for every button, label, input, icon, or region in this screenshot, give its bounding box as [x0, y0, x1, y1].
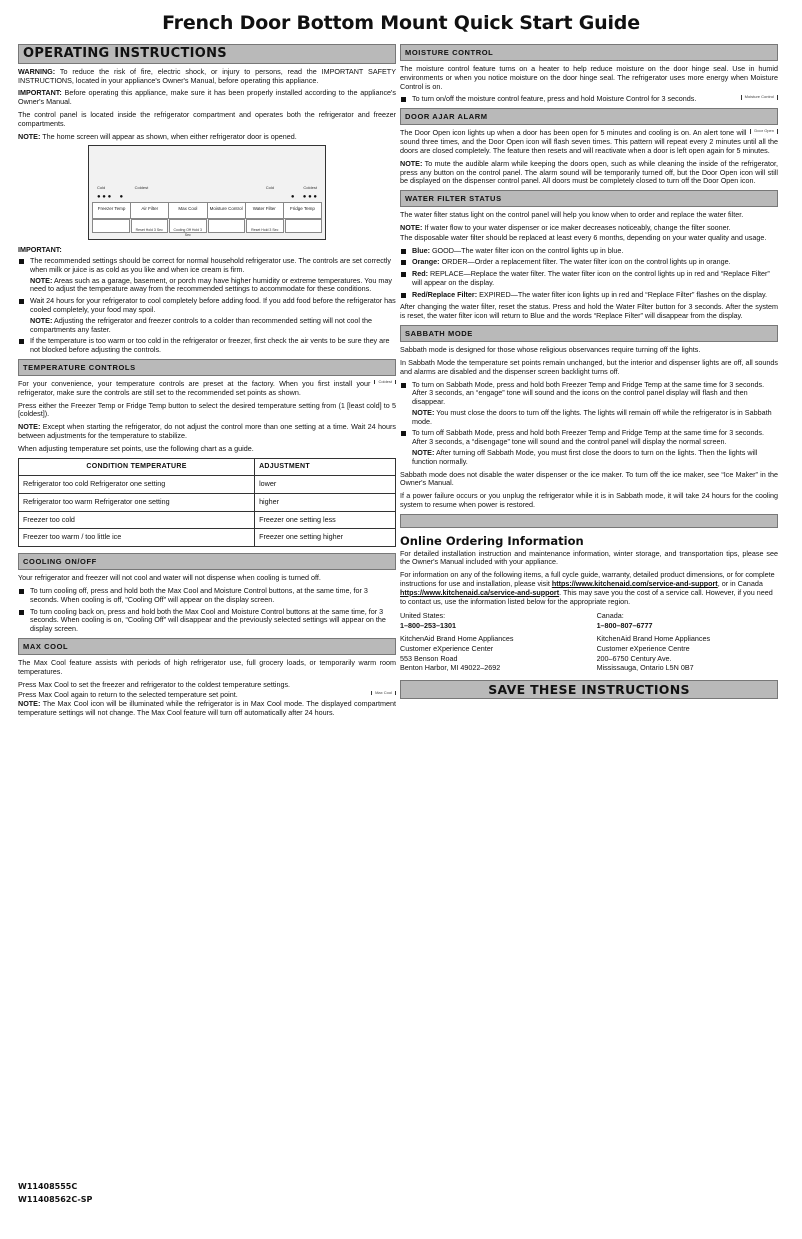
contact-addresses — [400, 612, 778, 674]
water-filter-status-heading: WATER FILTER STATUS — [400, 190, 778, 207]
list-item: The recommended settings should be correct for normal household refrigerator use. The controls are set correctly when milk or juice is as cold as you like and when ice cream is firm. NOTE: Areas such as a garage, basement, or porch may have higher humidity or extreme temperatures. You may need to adjust the temperature away from the recommended settings to accommodate for these conditions. — [18, 257, 396, 294]
important-section — [18, 246, 396, 355]
list-item: To turn cooling back on, press and hold both the Max Cool and Moisture Control buttons at the same time, for 3 seconds. When cooling is on, “Cooling Off” will disappear and the previously selected settings will appear on the display screen. — [18, 608, 396, 634]
water-filter-button[interactable]: Water Filter — [246, 203, 284, 218]
water-filter-reset: After changing the water filter, reset the status. Press and hold the Water Filter button for 3 seconds. After the system is reset, the water filter icon will return to Blue and the words “Replace Filter” will disappear from the display. — [400, 302, 778, 321]
panel-button-row — [92, 202, 322, 219]
blank-divider-bar — [400, 514, 778, 528]
water-filter-status-list — [400, 247, 778, 300]
list-item: If the temperature is too warm or too cold in the refrigerator or freezer, first check the air vents to be sure they are not blocked before adjusting the controls. — [18, 337, 396, 355]
reset-air-filter-label: Reset Hold 3 Sec — [131, 219, 169, 233]
temperature-adjustment-table — [18, 458, 396, 548]
important-list — [18, 257, 396, 355]
table-row: Freezer too cold Freezer one setting less — [19, 511, 396, 529]
online-ordering-title: Online Ordering Information — [400, 533, 584, 548]
canada-phone: 1–800–807–6777 — [596, 621, 653, 631]
temperature-intro: Coldest For your convenience, your temperature controls are preset at the factory. When you first install your refrigerator, make sure the controls are still set to the recommended set points as shown. — [18, 380, 396, 398]
water-filter-intro: The water filter status light on the control panel will help you know when to order and replace the water filter. — [400, 210, 744, 220]
list-item: Orange: ORDER—Order a replacement filter. The water filter icon on the control lights up in orange. — [400, 258, 778, 267]
max-cool-heading: MAX COOL — [18, 638, 396, 655]
list-item: Blue: GOOD—The water filter icon on the control lights up in blue. — [400, 247, 778, 256]
door-open-icon: Door Open — [750, 129, 778, 133]
max-cool-note: NOTE: The Max Cool icon will be illuminated while the refrigerator is in Max Cool mode. The displayed compartment temperature settings will not change. The Max Cool feature will turn off automatically after 24 hours. — [18, 699, 397, 718]
left-column — [18, 44, 396, 722]
list-item: Red: REPLACE—Replace the water filter. The water filter icon on the control lights up in red and “Replace Filter” will appear on the display. — [400, 270, 778, 288]
table-row: Refrigerator too warm Refrigerator one setting higher — [19, 493, 396, 511]
sabbath-intro: Sabbath mode is designed for those whose religious observances require turning off the lights. — [400, 345, 701, 355]
max-cool-button[interactable]: Max Cool — [169, 203, 207, 218]
table-header: CONDITION TEMPERATURE ADJUSTMENT — [19, 458, 396, 476]
important-paragraph: IMPORTANT: Before operating this appliance, make sure it has been properly installed according to the appliance's Owner's Manual. — [18, 88, 397, 107]
table-row: Refrigerator too cold Refrigerator one setting lower — [19, 476, 396, 494]
moisture-control-heading: MOISTURE CONTROL — [400, 44, 778, 61]
sabbath-mode-heading: SABBATH MODE — [400, 325, 778, 342]
list-item: To turn cooling off, press and hold both the Max Cool and Moisture Control buttons, at the same time, for 3 seconds. When cooling is off, “Cooling Off” will appear on the display screen. — [18, 587, 396, 605]
list-item: To turn off Sabbath Mode, press and hold both Freezer Temp and Fridge Temp at the same time for 3 seconds. After 3 seconds, a “disengage” tone will sound and the control panel will display the normal screen. NOTE: After turning off Sabbath Mode, you must first close the doors to turn on the lights. Then the lights will function normally. — [400, 429, 778, 466]
door-ajar-note: NOTE: To mute the audible alarm while keeping the doors open, such as while cleaning the inside of the refrigerator, press any button on the control panel. The alarm sound will be temporarily turned off, but the Door Open icon will still be displayed on the dispenser control panel. All doors must be completely closed to turn off the Door Open icon. — [400, 158, 778, 186]
panel-temp-labels: Cold Coldest Cold Coldest — [97, 185, 317, 191]
water-filter-replace-interval: The disposable water filter should be replaced at least every 6 months, depending on your water quality and usage. — [400, 232, 767, 242]
max-cool-intro: The Max Cool feature assists with periods of high refrigerator use, full grocery loads, or temporarily warm room temperatures. — [18, 658, 396, 676]
document-code: W11408555C — [18, 1182, 78, 1191]
temperature-controls-heading: TEMPERATURE CONTROLS — [18, 359, 396, 376]
online-intro: For detailed installation instruction and maintenance information, winter storage, and transportation tips, please see the Owner's Manual included with your appliance. — [400, 548, 778, 567]
cooling-intro: Your refrigerator and freezer will not cool and water will not dispense when cooling is turned off. — [18, 573, 321, 583]
control-panel-paragraph: The control panel is located inside the refrigerator compartment and operates both the refrigerator and freezer compartments. — [18, 109, 396, 128]
temperature-select: Press either the Freezer Temp or Fridge Temp button to select the desired temperature setting from (1 [least cold] to 5 [coldest]). — [18, 400, 396, 419]
panel-bottom-row — [92, 219, 322, 237]
cooling-off-label: Cooling Off Hold 3 Sec — [169, 219, 207, 233]
air-filter-button[interactable]: Air Filter — [131, 203, 169, 218]
document-codes — [18, 1181, 92, 1207]
max-cool-icon: Max Cool — [371, 691, 396, 695]
page-title: French Door Bottom Mount Quick Start Guide — [162, 12, 640, 34]
panel-setpoint-dots: ● ● ● ● ● ● ● ● — [97, 194, 317, 201]
fridge-temp-button[interactable]: Fridge Temp — [289, 206, 315, 212]
us-contact: United States: 1–800–253–1301 KitchenAid Brand Home Appliances Customer eXperience Center 553 Benson Road Benton Harbor, MI 49022–2692 — [400, 612, 581, 674]
sabbath-power-failure: If a power failure occurs or you unplug the refrigerator while it is in Sabbath mode, it will take 24 hours for the cooling system to resume when power is restored. — [400, 491, 778, 509]
door-ajar-intro: Door Open The Door Open icon lights up when a door has been open for 5 minutes and cooling is on. An alert tone will sound three times, and the Door Open icon will flash seven times. This pattern will repeat every 2 minutes until all the doors are closed completely. The feature then resets and will reactivate when a door is left open again for 5 minutes. — [400, 128, 778, 155]
list-item: Moisture Control To turn on/off the moisture control feature, press and hold Moisture Control for 3 seconds. — [400, 95, 778, 104]
sabbath-ice-maker: Sabbath mode does not disable the water dispenser or the ice maker. To turn off the ice maker, see “Ice Maker” in the Owner's Manual. — [400, 469, 778, 488]
coldest-icon: Coldest — [374, 380, 396, 384]
canada-contact: Canada: 1–800–807–6777 KitchenAid Brand Home Appliances Customer eXperience Centre 200–6750 Century Ave. Mississauga, Ontario L5N 0B7 — [597, 612, 778, 674]
list-item: Red/Replace Filter: EXPIRED—The water filter icon lights up in red and “Replace Filter” flashes on the display. — [400, 291, 778, 300]
moisture-control-icon: Moisture Control — [741, 95, 778, 99]
moisture-intro: The moisture control feature turns on a heater to help reduce moisture on the door hinge seal. Use in humid environments or when you notice moisture on the door hinge seal. The refrigerator uses more energy when Moisture Control is on. — [400, 64, 778, 91]
warning-paragraph: WARNING: To reduce the risk of fire, electric shock, or injury to persons, read the IMPORTANT SAFETY INSTRUCTIONS, located in your appliance's Owner's Manual, before operating this appliance. — [18, 66, 396, 85]
list-item: To turn on Sabbath Mode, press and hold both Freezer Temp and Fridge Temp at the same time for 3 seconds. After 3 seconds, an “engage” tone will sound and the icons on the control panel display will flash and then disappear. NOTE: You must close the doors to turn off the lights. The lights will remain off while the refrigerator is in Sabbath mode. — [400, 381, 778, 427]
us-phone: 1–800–253–1301 — [400, 621, 456, 631]
max-cool-set: Press Max Cool to set the freezer and refrigerator to the coldest temperature settings. — [18, 679, 291, 689]
save-instructions-banner: SAVE THESE INSTRUCTIONS — [400, 680, 778, 699]
cooling-on-off-heading: COOLING ON/OFF — [18, 553, 396, 570]
freezer-temp-button[interactable]: Freezer Temp — [93, 203, 131, 218]
max-cool-return: Max Cool Press Max Cool again to return to the selected temperature set point. — [18, 691, 396, 700]
document-code: W11408562C-SP — [18, 1194, 93, 1204]
control-panel-diagram — [88, 145, 326, 240]
temperature-chart-intro: When adjusting temperature set points, use the following chart as a guide. — [18, 443, 254, 453]
home-screen-note: NOTE: The home screen will appear as shown, when either refrigerator door is opened. — [18, 131, 297, 141]
kitchenaid-ca-link[interactable]: https://www.kitchenaid.ca/service-and-support — [400, 587, 560, 597]
reset-water-filter-label: Reset Hold 3 Sec — [246, 219, 284, 233]
cooling-list — [18, 587, 396, 634]
important-label: IMPORTANT: — [18, 245, 62, 255]
temperature-note: NOTE: Except when starting the refrigerator, do not adjust the control more than one setting at a time. Wait 24 hours between adjustments for the temperature to stabilize. — [18, 422, 396, 440]
water-filter-note: NOTE: If water flow to your water dispenser or ice maker decreases noticeably, change the filter sooner. — [400, 223, 731, 233]
online-visit: For information on any of the following items, a full cycle guide, warranty, detailed product dimensions, or for complete instructions for use and installation, please visit https://www.kitchenaid.com/service-and-support, or in Canada https://www.kitchenaid.ca/service-and-support. This may save you the cost of a service call. However, if you need to contact us, use the information listed below for the appropriate region. — [400, 570, 775, 606]
table-row: Freezer too warm / too little ice Freezer one setting higher — [19, 529, 396, 547]
kitchenaid-us-link[interactable]: https://www.kitchenaid.com/service-and-support — [551, 579, 718, 589]
moisture-control-button[interactable]: Moisture Control — [208, 203, 246, 218]
moisture-list — [400, 95, 778, 104]
operating-instructions-heading: OPERATING INSTRUCTIONS — [18, 44, 396, 64]
sabbath-list — [400, 381, 778, 467]
list-item: Wait 24 hours for your refrigerator to cool completely before adding food. If you add food before the refrigerator has cooled completely, your food may spoil. NOTE: Adjusting the refrigerator and freezer controls to a colder than recommended setting will not cool the compartments any faster. — [18, 297, 396, 334]
sabbath-description: In Sabbath Mode the temperature set points remain unchanged, but the interior and dispenser lights are off, all sounds and alarms are disabled and the dispenser screen backlight turns off. — [400, 357, 778, 376]
door-ajar-alarm-heading: DOOR AJAR ALARM — [400, 108, 778, 125]
right-column — [400, 44, 778, 699]
